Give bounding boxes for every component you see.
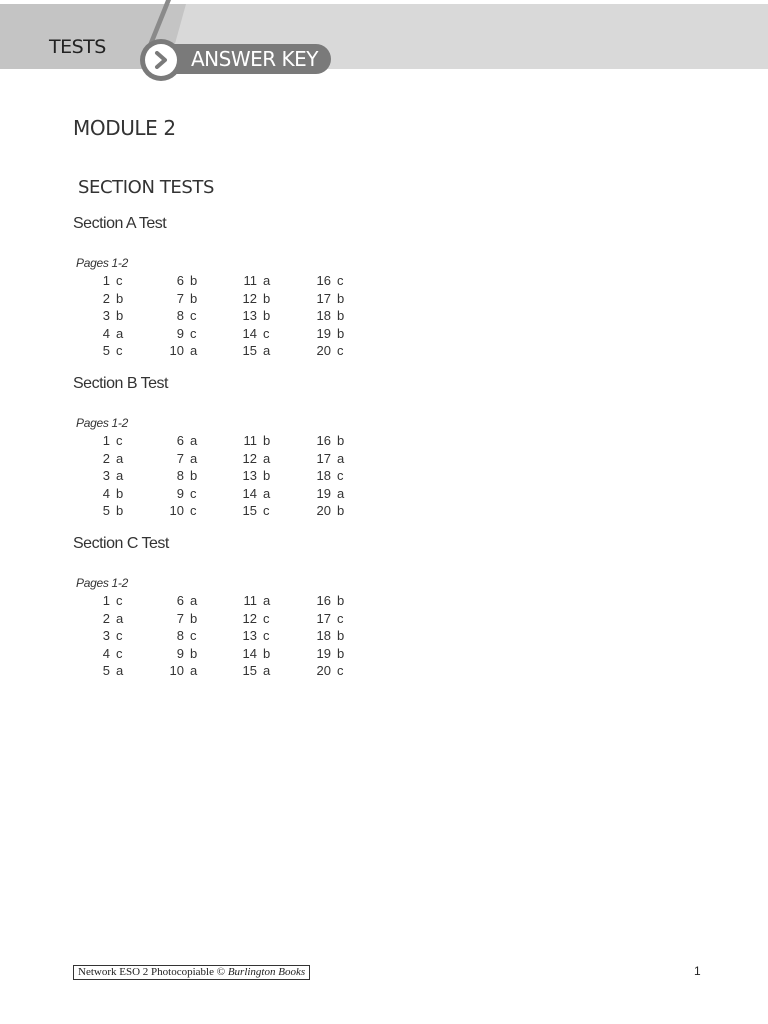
answer-letter: a (263, 450, 271, 466)
answer-item (299, 646, 344, 661)
question-number: 8 (176, 628, 184, 644)
module-title: MODULE 2 (73, 116, 176, 140)
answer-item (225, 326, 270, 341)
question-number: 15 (242, 503, 257, 519)
question-number: 14 (242, 645, 257, 661)
answer-item (78, 326, 123, 341)
answer-letter: a (263, 663, 271, 679)
answer-item (78, 593, 123, 608)
answer-item (152, 486, 197, 501)
answer-letter: b (337, 325, 345, 341)
answer-item (78, 308, 123, 323)
answer-item (78, 503, 123, 518)
question-number: 9 (176, 645, 184, 661)
answer-letter: a (190, 433, 198, 448)
answer-letter: c (116, 273, 123, 288)
answer-item (299, 628, 344, 643)
answer-letter: b (116, 308, 124, 324)
answer-item (152, 468, 197, 483)
answer-letter: b (263, 468, 271, 484)
question-number: 3 (102, 468, 110, 484)
answer-item (152, 433, 197, 448)
answer-letter: c (263, 503, 270, 519)
answer-item (299, 308, 344, 323)
answer-item (78, 291, 123, 306)
answer-item (299, 326, 344, 341)
answer-item (78, 646, 123, 661)
question-number: 7 (176, 450, 184, 466)
answer-item (152, 663, 197, 678)
answer-letter: c (337, 610, 344, 626)
answer-item (225, 593, 270, 608)
answer-letter: b (337, 628, 345, 644)
answer-letter: a (190, 593, 198, 608)
question-number: 16 (316, 433, 331, 448)
answer-letter: c (190, 325, 197, 341)
answer-letter: b (263, 308, 271, 324)
answer-letter: a (190, 343, 198, 359)
question-number: 6 (176, 433, 184, 448)
answer-letter: a (116, 610, 124, 626)
question-number: 18 (316, 628, 331, 644)
answer-letter: b (190, 273, 198, 288)
answer-letter: a (116, 325, 124, 341)
answer-letter: a (116, 468, 124, 484)
answer-letter: c (190, 485, 197, 501)
answer-letter: a (263, 593, 271, 608)
answer-letter: c (116, 343, 123, 359)
question-number: 3 (102, 308, 110, 324)
answer-item (225, 273, 270, 288)
tests-label: TESTS (49, 36, 106, 58)
question-number: 12 (242, 290, 257, 306)
question-number: 5 (102, 503, 110, 519)
section-title: Section A Test (73, 215, 167, 232)
answer-letter: b (116, 290, 124, 306)
section-tests-heading: SECTION TESTS (78, 177, 215, 198)
page-number: 1 (694, 964, 701, 978)
answer-item (225, 646, 270, 661)
question-number: 3 (102, 628, 110, 644)
answer-letter: b (337, 645, 345, 661)
answer-item (78, 343, 123, 358)
question-number: 2 (102, 610, 110, 626)
answer-letter: a (337, 485, 345, 501)
answer-item (225, 308, 270, 323)
answer-item (299, 503, 344, 518)
question-number: 20 (316, 343, 331, 359)
pages-label: Pages 1-2 (76, 576, 129, 590)
answer-item (78, 486, 123, 501)
answer-letter: a (116, 663, 124, 679)
answer-letter: c (190, 308, 197, 324)
answer-item (78, 468, 123, 483)
question-number: 16 (316, 273, 331, 288)
answer-item (299, 468, 344, 483)
answer-item (299, 663, 344, 678)
question-number: 4 (102, 645, 110, 661)
question-number: 11 (243, 273, 257, 288)
answer-letter: c (116, 593, 123, 608)
question-number: 8 (176, 308, 184, 324)
answer-item (78, 273, 123, 288)
answer-item (78, 628, 123, 643)
question-number: 15 (242, 343, 257, 359)
question-number: 6 (176, 593, 184, 608)
answer-letter: c (190, 503, 197, 519)
question-number: 8 (176, 468, 184, 484)
answer-item (225, 468, 270, 483)
question-number: 11 (243, 433, 257, 448)
question-number: 7 (176, 290, 184, 306)
answer-letter: a (190, 663, 198, 679)
answer-item (152, 503, 197, 518)
question-number: 6 (176, 273, 184, 288)
answer-item (78, 611, 123, 626)
question-number: 10 (169, 503, 184, 519)
answer-item (299, 343, 344, 358)
answer-item (225, 343, 270, 358)
answer-item (225, 451, 270, 466)
answer-letter: b (337, 290, 345, 306)
answer-item (299, 486, 344, 501)
answer-letter: b (263, 433, 271, 448)
answer-item (152, 291, 197, 306)
footer-brand: Burlington Books (227, 966, 306, 978)
answer-item (299, 593, 344, 608)
answer-letter: c (263, 325, 270, 341)
answer-item (152, 451, 197, 466)
answer-item (225, 611, 270, 626)
answer-item (152, 628, 197, 643)
answer-letter: c (116, 433, 123, 448)
answer-letter: b (337, 308, 345, 324)
answer-item (225, 291, 270, 306)
answer-item (299, 273, 344, 288)
answer-letter: b (116, 485, 124, 501)
footer-copyright (73, 965, 310, 980)
answer-item (78, 663, 123, 678)
chevron-right-icon (152, 51, 170, 69)
question-number: 10 (169, 343, 184, 359)
answer-letter: a (337, 450, 345, 466)
pages-label: Pages 1-2 (76, 256, 129, 270)
answer-letter: a (263, 273, 271, 288)
answer-item (78, 451, 123, 466)
question-number: 2 (102, 290, 110, 306)
answer-letter: b (263, 645, 271, 661)
question-number: 11 (243, 593, 257, 608)
answer-letter: c (337, 273, 344, 288)
answer-key-label: ANSWER KEY (191, 47, 318, 71)
question-number: 15 (242, 663, 257, 679)
question-number: 20 (316, 503, 331, 519)
answer-letter: b (263, 290, 271, 306)
answer-letter: c (116, 628, 123, 644)
answer-letter: a (263, 343, 271, 359)
question-number: 20 (316, 663, 331, 679)
question-number: 9 (176, 325, 184, 341)
answer-item (152, 343, 197, 358)
answer-item (152, 593, 197, 608)
footer-text: Network ESO 2 Photocopiable © (78, 966, 226, 978)
question-number: 13 (242, 628, 257, 644)
answer-letter: b (116, 503, 124, 519)
answer-letter: c (190, 628, 197, 644)
question-number: 19 (316, 645, 331, 661)
answer-item (299, 451, 344, 466)
answer-letter: c (263, 610, 270, 626)
answer-letter: b (337, 503, 345, 519)
question-number: 7 (176, 610, 184, 626)
answer-item (225, 486, 270, 501)
answer-letter: c (337, 663, 344, 679)
answer-item (152, 646, 197, 661)
question-number: 19 (316, 485, 331, 501)
question-number: 14 (242, 485, 257, 501)
question-number: 9 (176, 485, 184, 501)
answer-item (299, 611, 344, 626)
answer-letter: b (190, 645, 198, 661)
section-title: Section C Test (73, 535, 169, 552)
question-number: 12 (242, 610, 257, 626)
question-number: 13 (242, 308, 257, 324)
answer-letter: c (263, 628, 270, 644)
question-number: 18 (316, 468, 331, 484)
answer-letter: c (337, 343, 344, 359)
answer-item (152, 273, 197, 288)
question-number: 17 (316, 290, 331, 306)
answer-item (225, 628, 270, 643)
question-number: 10 (169, 663, 184, 679)
answer-letter: c (116, 645, 123, 661)
answer-letter: b (337, 433, 345, 448)
question-number: 5 (102, 343, 110, 359)
question-number: 1 (102, 433, 110, 448)
question-number: 14 (242, 325, 257, 341)
answer-letter: b (190, 610, 198, 626)
answer-letter: a (190, 450, 198, 466)
question-number: 1 (102, 273, 110, 288)
question-number: 19 (316, 325, 331, 341)
answer-item (225, 663, 270, 678)
answer-item (152, 308, 197, 323)
question-number: 2 (102, 450, 110, 466)
answer-item (152, 326, 197, 341)
answer-item (299, 433, 344, 448)
question-number: 4 (102, 325, 110, 341)
question-number: 16 (316, 593, 331, 608)
answer-letter: b (190, 468, 198, 484)
answer-letter: c (337, 468, 344, 484)
answer-item (299, 291, 344, 306)
pages-label: Pages 1-2 (76, 416, 129, 430)
answer-item (152, 611, 197, 626)
answer-letter: a (263, 485, 271, 501)
question-number: 17 (316, 610, 331, 626)
question-number: 17 (316, 450, 331, 466)
question-number: 13 (242, 468, 257, 484)
question-number: 1 (102, 593, 110, 608)
answer-item (78, 433, 123, 448)
question-number: 4 (102, 485, 110, 501)
question-number: 18 (316, 308, 331, 324)
answer-item (225, 503, 270, 518)
answer-letter: a (116, 450, 124, 466)
question-number: 5 (102, 663, 110, 679)
answer-item (225, 433, 270, 448)
question-number: 12 (242, 450, 257, 466)
answer-letter: b (337, 593, 345, 608)
section-title: Section B Test (73, 375, 168, 392)
answer-letter: b (190, 290, 198, 306)
